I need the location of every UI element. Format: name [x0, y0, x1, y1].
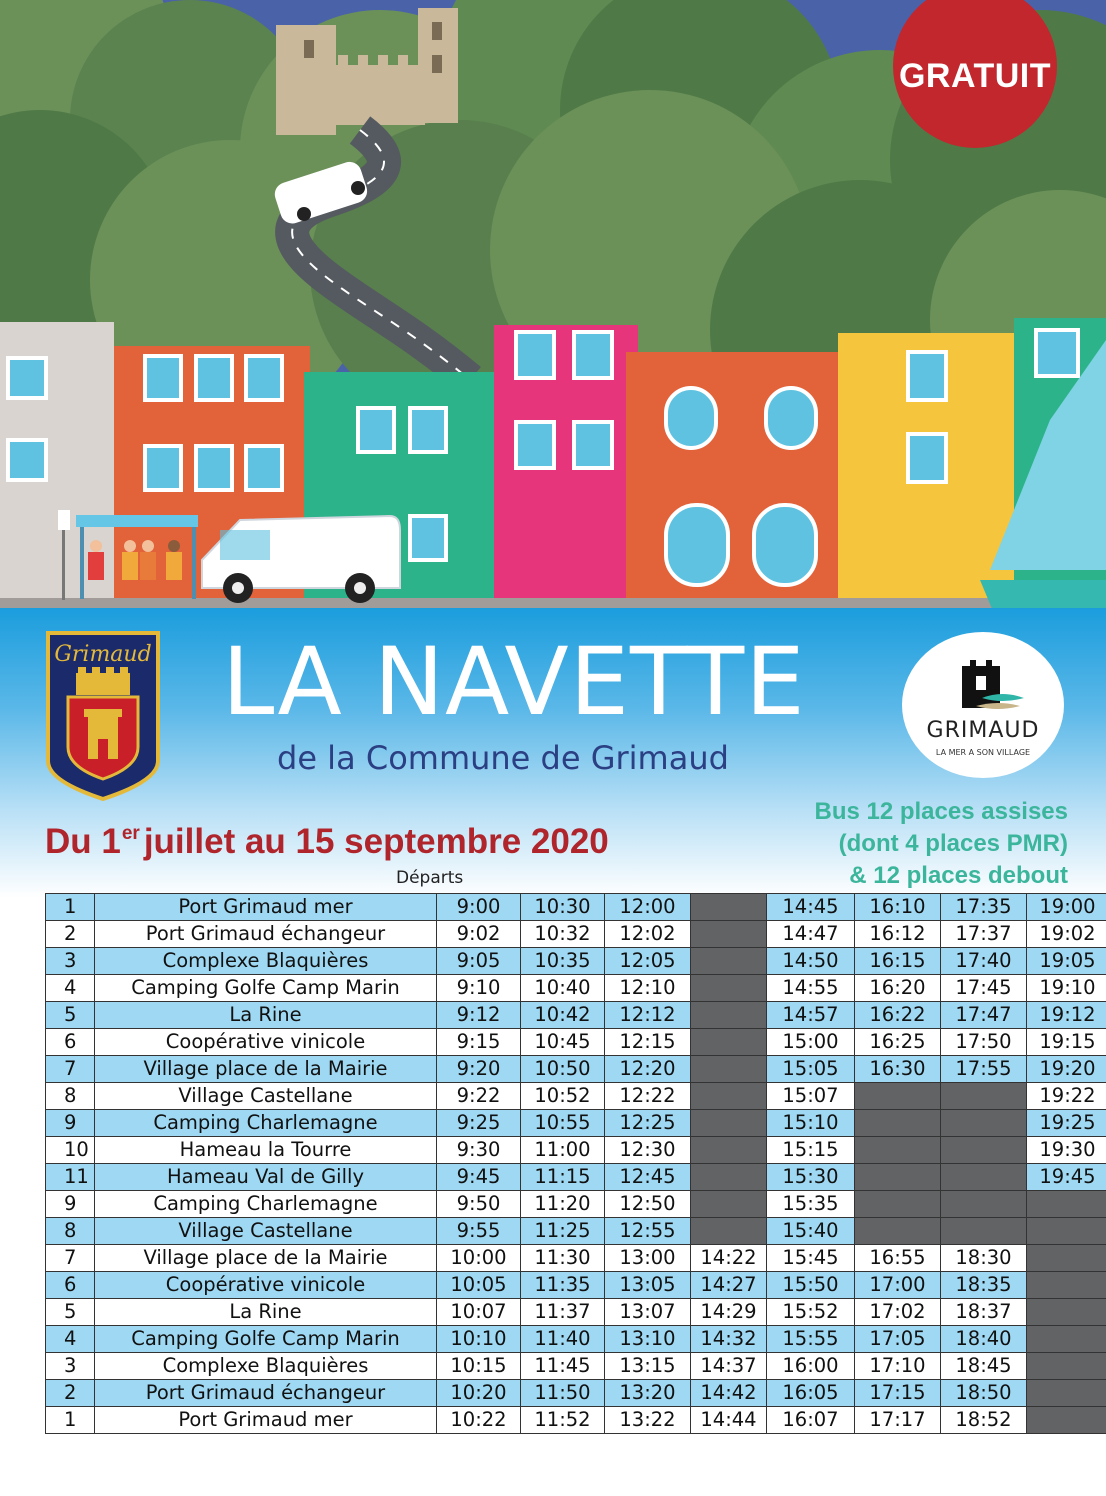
departure-time: 9:45: [437, 1164, 521, 1191]
table-row: [46, 1326, 1106, 1353]
departure-time: 12:12: [605, 1002, 691, 1029]
no-service-cell: [1027, 1326, 1106, 1353]
departure-time: 15:00: [767, 1029, 855, 1056]
no-service-cell: [691, 1056, 767, 1083]
departure-time: 13:00: [605, 1245, 691, 1272]
table-row: [46, 1407, 1106, 1434]
stop-number: 3: [46, 948, 95, 975]
bus-info-line: Bus 12 places assises: [814, 798, 1068, 825]
no-service-cell: [691, 1137, 767, 1164]
page-title: LA NAVETTE: [222, 628, 806, 737]
departure-time: 13:07: [605, 1299, 691, 1326]
no-service-cell: [691, 1218, 767, 1245]
departure-time: 9:30: [437, 1137, 521, 1164]
stop-number: 9: [46, 1191, 95, 1218]
departure-time: 19:20: [1027, 1056, 1106, 1083]
stop-name: Port Grimaud mer: [95, 1407, 437, 1434]
no-service-cell: [1027, 1191, 1106, 1218]
departure-time: 9:25: [437, 1110, 521, 1137]
no-service-cell: [941, 1137, 1027, 1164]
stop-name: Village place de la Mairie: [95, 1056, 437, 1083]
departure-time: 9:02: [437, 921, 521, 948]
departure-time: 16:05: [767, 1380, 855, 1407]
logo-name: GRIMAUD: [926, 718, 1040, 743]
departure-time: 11:45: [521, 1353, 605, 1380]
grimaud-crest-icon: [46, 631, 160, 801]
table-row: [46, 1164, 1106, 1191]
departure-time: 19:45: [1027, 1164, 1106, 1191]
table-row: [46, 1380, 1106, 1407]
departure-time: 17:10: [855, 1353, 941, 1380]
no-service-cell: [1027, 1299, 1106, 1326]
stop-name: Village Castellane: [95, 1083, 437, 1110]
departure-time: 14:50: [767, 948, 855, 975]
departure-time: 14:57: [767, 1002, 855, 1029]
table-row: [46, 894, 1106, 921]
departure-time: 19:02: [1027, 921, 1106, 948]
no-service-cell: [1027, 1380, 1106, 1407]
departure-time: 16:20: [855, 975, 941, 1002]
table-row: [46, 921, 1106, 948]
departure-time: 16:55: [855, 1245, 941, 1272]
departure-time: 18:37: [941, 1299, 1027, 1326]
departure-time: 11:20: [521, 1191, 605, 1218]
departure-time: 17:35: [941, 894, 1027, 921]
stop-name: Village Castellane: [95, 1218, 437, 1245]
departure-time: 12:30: [605, 1137, 691, 1164]
departure-time: 16:22: [855, 1002, 941, 1029]
departure-time: 16:15: [855, 948, 941, 975]
departure-time: 11:30: [521, 1245, 605, 1272]
page-subtitle: de la Commune de Grimaud: [277, 739, 729, 777]
departure-time: 10:32: [521, 921, 605, 948]
no-service-cell: [855, 1218, 941, 1245]
stop-name: La Rine: [95, 1002, 437, 1029]
departure-time: 17:40: [941, 948, 1027, 975]
stop-name: Port Grimaud échangeur: [95, 1380, 437, 1407]
table-row: [46, 1272, 1106, 1299]
departure-time: 19:22: [1027, 1083, 1106, 1110]
departure-time: 9:55: [437, 1218, 521, 1245]
departure-time: 12:15: [605, 1029, 691, 1056]
departure-time: 11:35: [521, 1272, 605, 1299]
no-service-cell: [941, 1083, 1027, 1110]
departure-time: 9:05: [437, 948, 521, 975]
departure-time: 13:05: [605, 1272, 691, 1299]
departure-time: 14:42: [691, 1380, 767, 1407]
stop-number: 6: [46, 1029, 95, 1056]
stop-number: 4: [46, 1326, 95, 1353]
table-row: [46, 1029, 1106, 1056]
departure-time: 15:50: [767, 1272, 855, 1299]
table-row: [46, 1056, 1106, 1083]
departure-time: 12:25: [605, 1110, 691, 1137]
stop-name: Port Grimaud mer: [95, 894, 437, 921]
service-period: [45, 822, 609, 862]
departure-time: 15:52: [767, 1299, 855, 1326]
departure-time: 15:05: [767, 1056, 855, 1083]
no-service-cell: [691, 894, 767, 921]
no-service-cell: [1027, 1218, 1106, 1245]
table-row: [46, 1218, 1106, 1245]
table-row: [46, 948, 1106, 975]
departure-time: 10:15: [437, 1353, 521, 1380]
departure-time: 10:10: [437, 1326, 521, 1353]
stop-number: 1: [46, 1407, 95, 1434]
departure-time: 12:00: [605, 894, 691, 921]
departure-time: 14:32: [691, 1326, 767, 1353]
no-service-cell: [1027, 1407, 1106, 1434]
departure-time: 17:00: [855, 1272, 941, 1299]
departure-time: 17:15: [855, 1380, 941, 1407]
departure-time: 10:00: [437, 1245, 521, 1272]
logo-tagline: LA MER A SON VILLAGE: [935, 748, 1031, 757]
departure-time: 10:22: [437, 1407, 521, 1434]
departure-time: 11:52: [521, 1407, 605, 1434]
departure-time: 10:30: [521, 894, 605, 921]
departure-time: 14:45: [767, 894, 855, 921]
free-badge-label: GRATUIT: [898, 56, 1052, 95]
stop-number: 8: [46, 1218, 95, 1245]
departure-time: 16:25: [855, 1029, 941, 1056]
no-service-cell: [691, 1164, 767, 1191]
departure-time: 14:22: [691, 1245, 767, 1272]
castle-logo-icon: [946, 654, 1026, 724]
departure-time: 17:37: [941, 921, 1027, 948]
stop-name: Camping Golfe Camp Marin: [95, 1326, 437, 1353]
stop-number: 2: [46, 921, 95, 948]
departure-time: 11:50: [521, 1380, 605, 1407]
stop-number: 4: [46, 975, 95, 1002]
departure-time: 14:37: [691, 1353, 767, 1380]
no-service-cell: [691, 921, 767, 948]
departure-time: 19:25: [1027, 1110, 1106, 1137]
no-service-cell: [1027, 1353, 1106, 1380]
departure-time: 10:07: [437, 1299, 521, 1326]
departure-time: 14:55: [767, 975, 855, 1002]
stop-number: 6: [46, 1272, 95, 1299]
table-row: [46, 1245, 1106, 1272]
departure-time: 10:05: [437, 1272, 521, 1299]
departure-time: 10:20: [437, 1380, 521, 1407]
table-row: [46, 1002, 1106, 1029]
departure-time: 9:20: [437, 1056, 521, 1083]
departure-time: 9:15: [437, 1029, 521, 1056]
bus-info-line: (dont 4 places PMR): [838, 830, 1068, 857]
period-rest: juillet au 15 septembre 2020: [143, 822, 609, 861]
departure-time: 11:15: [521, 1164, 605, 1191]
departure-time: 11:00: [521, 1137, 605, 1164]
stop-number: 1: [46, 894, 95, 921]
no-service-cell: [691, 1191, 767, 1218]
stop-number: 3: [46, 1353, 95, 1380]
no-service-cell: [941, 1218, 1027, 1245]
no-service-cell: [691, 1002, 767, 1029]
stop-number: 5: [46, 1002, 95, 1029]
departure-time: 10:42: [521, 1002, 605, 1029]
stop-number: 7: [46, 1056, 95, 1083]
timetable: [45, 893, 1106, 1434]
departure-time: 9:12: [437, 1002, 521, 1029]
departure-time: 19:05: [1027, 948, 1106, 975]
no-service-cell: [691, 975, 767, 1002]
departure-time: 12:45: [605, 1164, 691, 1191]
no-service-cell: [1027, 1272, 1106, 1299]
period-prefix: Du 1: [45, 822, 121, 861]
departure-time: 12:20: [605, 1056, 691, 1083]
no-service-cell: [941, 1164, 1027, 1191]
departure-time: 13:10: [605, 1326, 691, 1353]
stop-name: Camping Charlemagne: [95, 1191, 437, 1218]
departure-time: 16:10: [855, 894, 941, 921]
departure-time: 10:55: [521, 1110, 605, 1137]
departure-time: 15:35: [767, 1191, 855, 1218]
no-service-cell: [691, 1083, 767, 1110]
departure-time: 15:30: [767, 1164, 855, 1191]
departure-time: 15:07: [767, 1083, 855, 1110]
departures-label: Départs: [396, 868, 464, 888]
table-row: [46, 975, 1106, 1002]
stop-name: Complexe Blaquières: [95, 948, 437, 975]
departure-time: 19:15: [1027, 1029, 1106, 1056]
departure-time: 13:20: [605, 1380, 691, 1407]
departure-time: 10:52: [521, 1083, 605, 1110]
departure-time: 12:02: [605, 921, 691, 948]
departure-time: 19:30: [1027, 1137, 1106, 1164]
stop-name: Camping Golfe Camp Marin: [95, 975, 437, 1002]
no-service-cell: [941, 1110, 1027, 1137]
departure-time: 14:44: [691, 1407, 767, 1434]
departure-time: 17:55: [941, 1056, 1027, 1083]
stop-name: Hameau Val de Gilly: [95, 1164, 437, 1191]
stop-number: 7: [46, 1245, 95, 1272]
departure-time: 10:40: [521, 975, 605, 1002]
stop-name: Port Grimaud échangeur: [95, 921, 437, 948]
table-row: [46, 1137, 1106, 1164]
table-row: [46, 1299, 1106, 1326]
no-service-cell: [691, 1029, 767, 1056]
departure-time: 15:55: [767, 1326, 855, 1353]
departure-time: 10:35: [521, 948, 605, 975]
departure-time: 12:22: [605, 1083, 691, 1110]
no-service-cell: [855, 1110, 941, 1137]
departure-time: 11:25: [521, 1218, 605, 1245]
no-service-cell: [1027, 1245, 1106, 1272]
table-row: [46, 1191, 1106, 1218]
departure-time: 18:45: [941, 1353, 1027, 1380]
departure-time: 19:12: [1027, 1002, 1106, 1029]
departure-time: 16:12: [855, 921, 941, 948]
departure-time: 9:50: [437, 1191, 521, 1218]
departure-time: 11:40: [521, 1326, 605, 1353]
departure-time: 12:50: [605, 1191, 691, 1218]
departure-time: 15:40: [767, 1218, 855, 1245]
departure-time: 17:50: [941, 1029, 1027, 1056]
departure-time: 16:00: [767, 1353, 855, 1380]
no-service-cell: [691, 948, 767, 975]
table-row: [46, 1110, 1106, 1137]
departure-time: 18:35: [941, 1272, 1027, 1299]
period-sup: er: [121, 823, 140, 844]
svg-text:Grimaud: Grimaud: [54, 642, 152, 667]
stop-name: Village place de la Mairie: [95, 1245, 437, 1272]
departure-time: 12:55: [605, 1218, 691, 1245]
departure-time: 13:15: [605, 1353, 691, 1380]
no-service-cell: [941, 1191, 1027, 1218]
departure-time: 12:10: [605, 975, 691, 1002]
departure-time: 18:52: [941, 1407, 1027, 1434]
departure-time: 14:27: [691, 1272, 767, 1299]
departure-time: 17:17: [855, 1407, 941, 1434]
departure-time: 15:15: [767, 1137, 855, 1164]
departure-time: 17:47: [941, 1002, 1027, 1029]
stop-number: 2: [46, 1380, 95, 1407]
stop-number: 9: [46, 1110, 95, 1137]
stop-name: Coopérative vinicole: [95, 1272, 437, 1299]
grimaud-logo: [902, 632, 1064, 778]
departure-time: 15:10: [767, 1110, 855, 1137]
departure-time: 10:45: [521, 1029, 605, 1056]
stop-name: Camping Charlemagne: [95, 1110, 437, 1137]
stop-name: Coopérative vinicole: [95, 1029, 437, 1056]
departure-time: 19:00: [1027, 894, 1106, 921]
stop-name: Hameau la Tourre: [95, 1137, 437, 1164]
no-service-cell: [855, 1191, 941, 1218]
bus-info-line: & 12 places debout: [849, 862, 1068, 889]
departure-time: 18:50: [941, 1380, 1027, 1407]
departure-time: 16:30: [855, 1056, 941, 1083]
no-service-cell: [855, 1083, 941, 1110]
departure-time: 18:40: [941, 1326, 1027, 1353]
no-service-cell: [855, 1137, 941, 1164]
departure-time: 9:22: [437, 1083, 521, 1110]
stop-number: 5: [46, 1299, 95, 1326]
departure-time: 12:05: [605, 948, 691, 975]
departure-time: 16:07: [767, 1407, 855, 1434]
departure-time: 15:45: [767, 1245, 855, 1272]
no-service-cell: [855, 1164, 941, 1191]
departure-time: 14:47: [767, 921, 855, 948]
table-row: [46, 1083, 1106, 1110]
table-row: [46, 1353, 1106, 1380]
departure-time: 11:37: [521, 1299, 605, 1326]
departure-time: 13:22: [605, 1407, 691, 1434]
departure-time: 17:05: [855, 1326, 941, 1353]
departure-time: 19:10: [1027, 975, 1106, 1002]
bus-capacity-info: [814, 796, 1068, 892]
departure-time: 17:45: [941, 975, 1027, 1002]
departure-time: 18:30: [941, 1245, 1027, 1272]
departure-time: 10:50: [521, 1056, 605, 1083]
departure-time: 9:10: [437, 975, 521, 1002]
stop-number: 8: [46, 1083, 95, 1110]
stop-name: La Rine: [95, 1299, 437, 1326]
stop-number: 11: [46, 1164, 95, 1191]
stop-name: Complexe Blaquières: [95, 1353, 437, 1380]
departure-time: 9:00: [437, 894, 521, 921]
departure-time: 17:02: [855, 1299, 941, 1326]
departure-time: 14:29: [691, 1299, 767, 1326]
no-service-cell: [691, 1110, 767, 1137]
stop-number: 10: [46, 1137, 95, 1164]
